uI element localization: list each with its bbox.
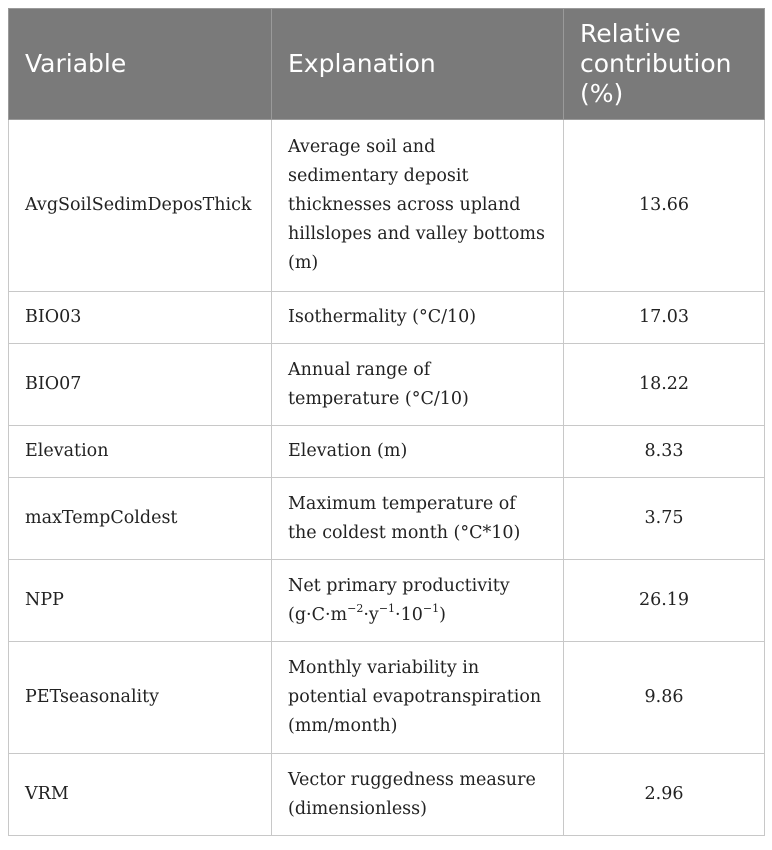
cell-explanation: Monthly variability in potential evapotranspiration (mm/month) xyxy=(272,642,564,754)
cell-variable: Elevation xyxy=(9,426,272,478)
cell-contribution: 13.66 xyxy=(564,120,765,292)
cell-variable: BIO03 xyxy=(9,292,272,344)
npp-unit-prefix: (g·C·m xyxy=(288,604,348,625)
cell-contribution: 18.22 xyxy=(564,344,765,426)
npp-unit-mid-2: ·10 xyxy=(395,604,423,625)
cell-variable: AvgSoilSedimDeposThick xyxy=(9,120,272,292)
cell-variable: NPP xyxy=(9,560,272,642)
cell-contribution: 9.86 xyxy=(564,642,765,754)
cell-explanation xyxy=(272,560,564,642)
header-relative-contribution: Relative contribution (%) xyxy=(564,9,765,120)
table-row xyxy=(9,754,765,836)
variable-contribution-table xyxy=(8,8,765,836)
table-row xyxy=(9,292,765,344)
header-variable: Variable xyxy=(9,9,272,120)
header-explanation: Explanation xyxy=(272,9,564,120)
table-row xyxy=(9,560,765,642)
table-row xyxy=(9,642,765,754)
table-row xyxy=(9,478,765,560)
cell-explanation: Annual range of temperature (°C/10) xyxy=(272,344,564,426)
cell-explanation: Elevation (m) xyxy=(272,426,564,478)
cell-explanation: Isothermality (°C/10) xyxy=(272,292,564,344)
cell-variable: PETseasonality xyxy=(9,642,272,754)
npp-unit-mid-1: ·y xyxy=(363,604,379,625)
table-row xyxy=(9,344,765,426)
npp-unit-exponent-3: −1 xyxy=(422,601,440,615)
cell-explanation: Average soil and sedimentary deposit thicknesses across upland hillslopes and valley bottoms (m) xyxy=(272,120,564,292)
data-table-container xyxy=(8,8,764,836)
cell-explanation: Maximum temperature of the coldest month (°C*10) xyxy=(272,478,564,560)
npp-explanation-text: Net primary productivity xyxy=(288,575,510,596)
cell-explanation: Vector ruggedness measure (dimensionless) xyxy=(272,754,564,836)
cell-contribution: 3.75 xyxy=(564,478,765,560)
cell-variable: BIO07 xyxy=(9,344,272,426)
table-row xyxy=(9,120,765,292)
cell-contribution: 26.19 xyxy=(564,560,765,642)
header-row xyxy=(9,9,765,120)
cell-contribution: 8.33 xyxy=(564,426,765,478)
cell-contribution: 2.96 xyxy=(564,754,765,836)
cell-contribution: 17.03 xyxy=(564,292,765,344)
table-row xyxy=(9,426,765,478)
cell-variable: maxTempColdest xyxy=(9,478,272,560)
npp-unit-exponent-2: −1 xyxy=(378,601,396,615)
npp-unit-suffix: ) xyxy=(439,604,446,625)
npp-unit-exponent-1: −2 xyxy=(347,601,364,615)
cell-variable: VRM xyxy=(9,754,272,836)
